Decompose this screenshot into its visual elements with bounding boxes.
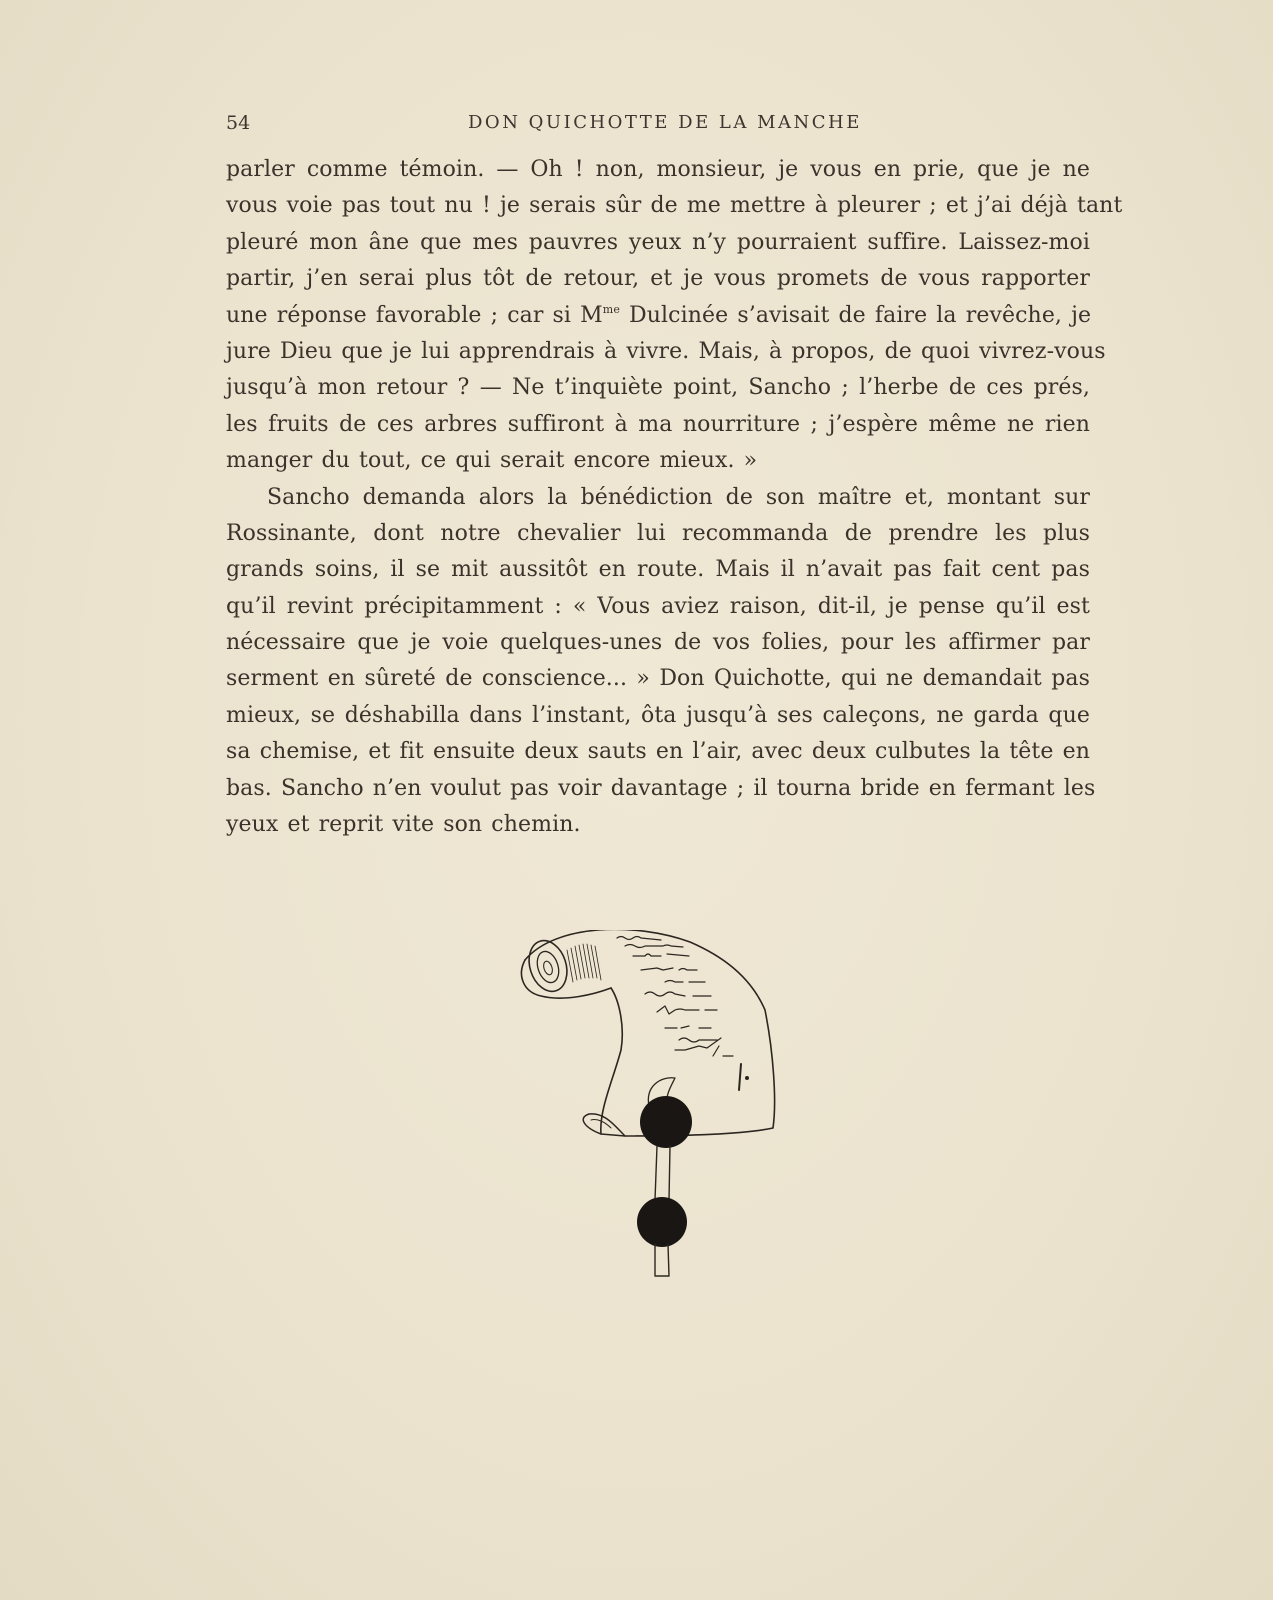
text-line: manger du tout, ce qui serait encore mieux. » bbox=[226, 448, 758, 474]
text-line: jusqu’à mon retour ? — Ne t’inquiète point, Sancho ; l’herbe de ces prés, bbox=[226, 375, 1090, 401]
text-line: jure Dieu que je lui apprendrais à vivre. Mais, à propos, de quoi vivrez-vous bbox=[226, 338, 1106, 364]
body-text bbox=[226, 152, 1123, 843]
text-line: Rossinante, dont notre chevalier lui recommanda de prendre les plus bbox=[226, 520, 1090, 546]
text-line: pleuré mon âne que mes pauvres yeux n’y pourraient suffire. Laissez-moi bbox=[226, 229, 1090, 255]
running-head bbox=[226, 108, 1090, 138]
text-line: les fruits de ces arbres suffiront à ma nourriture ; j’espère même ne rien bbox=[226, 411, 1090, 437]
text-line: yeux et reprit vite son chemin. bbox=[226, 812, 581, 838]
text-line: Sancho demanda alors la bénédiction de son maître et, montant sur bbox=[267, 484, 1090, 510]
text-line: mieux, se déshabilla dans l’instant, ôta jusqu’à ses caleçons, ne garda que bbox=[226, 702, 1090, 728]
text-line: vous voie pas tout nu ! je serais sûr de me mettre à pleurer ; et j’ai déjà tant bbox=[226, 193, 1123, 219]
running-title: DON QUICHOTTE DE LA MANCHE bbox=[468, 112, 862, 133]
text-line bbox=[226, 298, 1090, 334]
abbreviation-superscript: me bbox=[602, 302, 620, 316]
text-line: nécessaire que je voie quelques-unes de vos folies, pour les affirmer par bbox=[226, 630, 1090, 656]
text-line: grands soins, il se mit aussitôt en route. Mais il n’avait pas fait cent pas bbox=[226, 557, 1090, 583]
sealed-scroll-icon bbox=[515, 930, 805, 1310]
text-line: parler comme témoin. — Oh ! non, monsieur, je vous en prie, que je ne bbox=[226, 157, 1090, 182]
text-line: sa chemise, et fit ensuite deux sauts en l’air, avec deux culbutes la tête en bbox=[226, 739, 1090, 765]
text-line: qu’il revint précipitamment : « Vous aviez raison, dit-il, je pense qu’il est bbox=[226, 593, 1090, 619]
text-line: bas. Sancho n’en voulut pas voir davantage ; il tourna bride en fermant les bbox=[226, 775, 1096, 801]
text-line: serment en sûreté de conscience... » Don Quichotte, qui ne demandait pas bbox=[226, 666, 1090, 692]
text-segment: une réponse favorable ; car si M bbox=[226, 302, 603, 328]
text-segment: Dulcinée s’avisait de faire la revêche, je bbox=[619, 302, 1092, 328]
page-number: 54 bbox=[226, 112, 251, 134]
text-line: partir, j’en serai plus tôt de retour, et je vous promets de vous rapporter bbox=[226, 266, 1090, 292]
